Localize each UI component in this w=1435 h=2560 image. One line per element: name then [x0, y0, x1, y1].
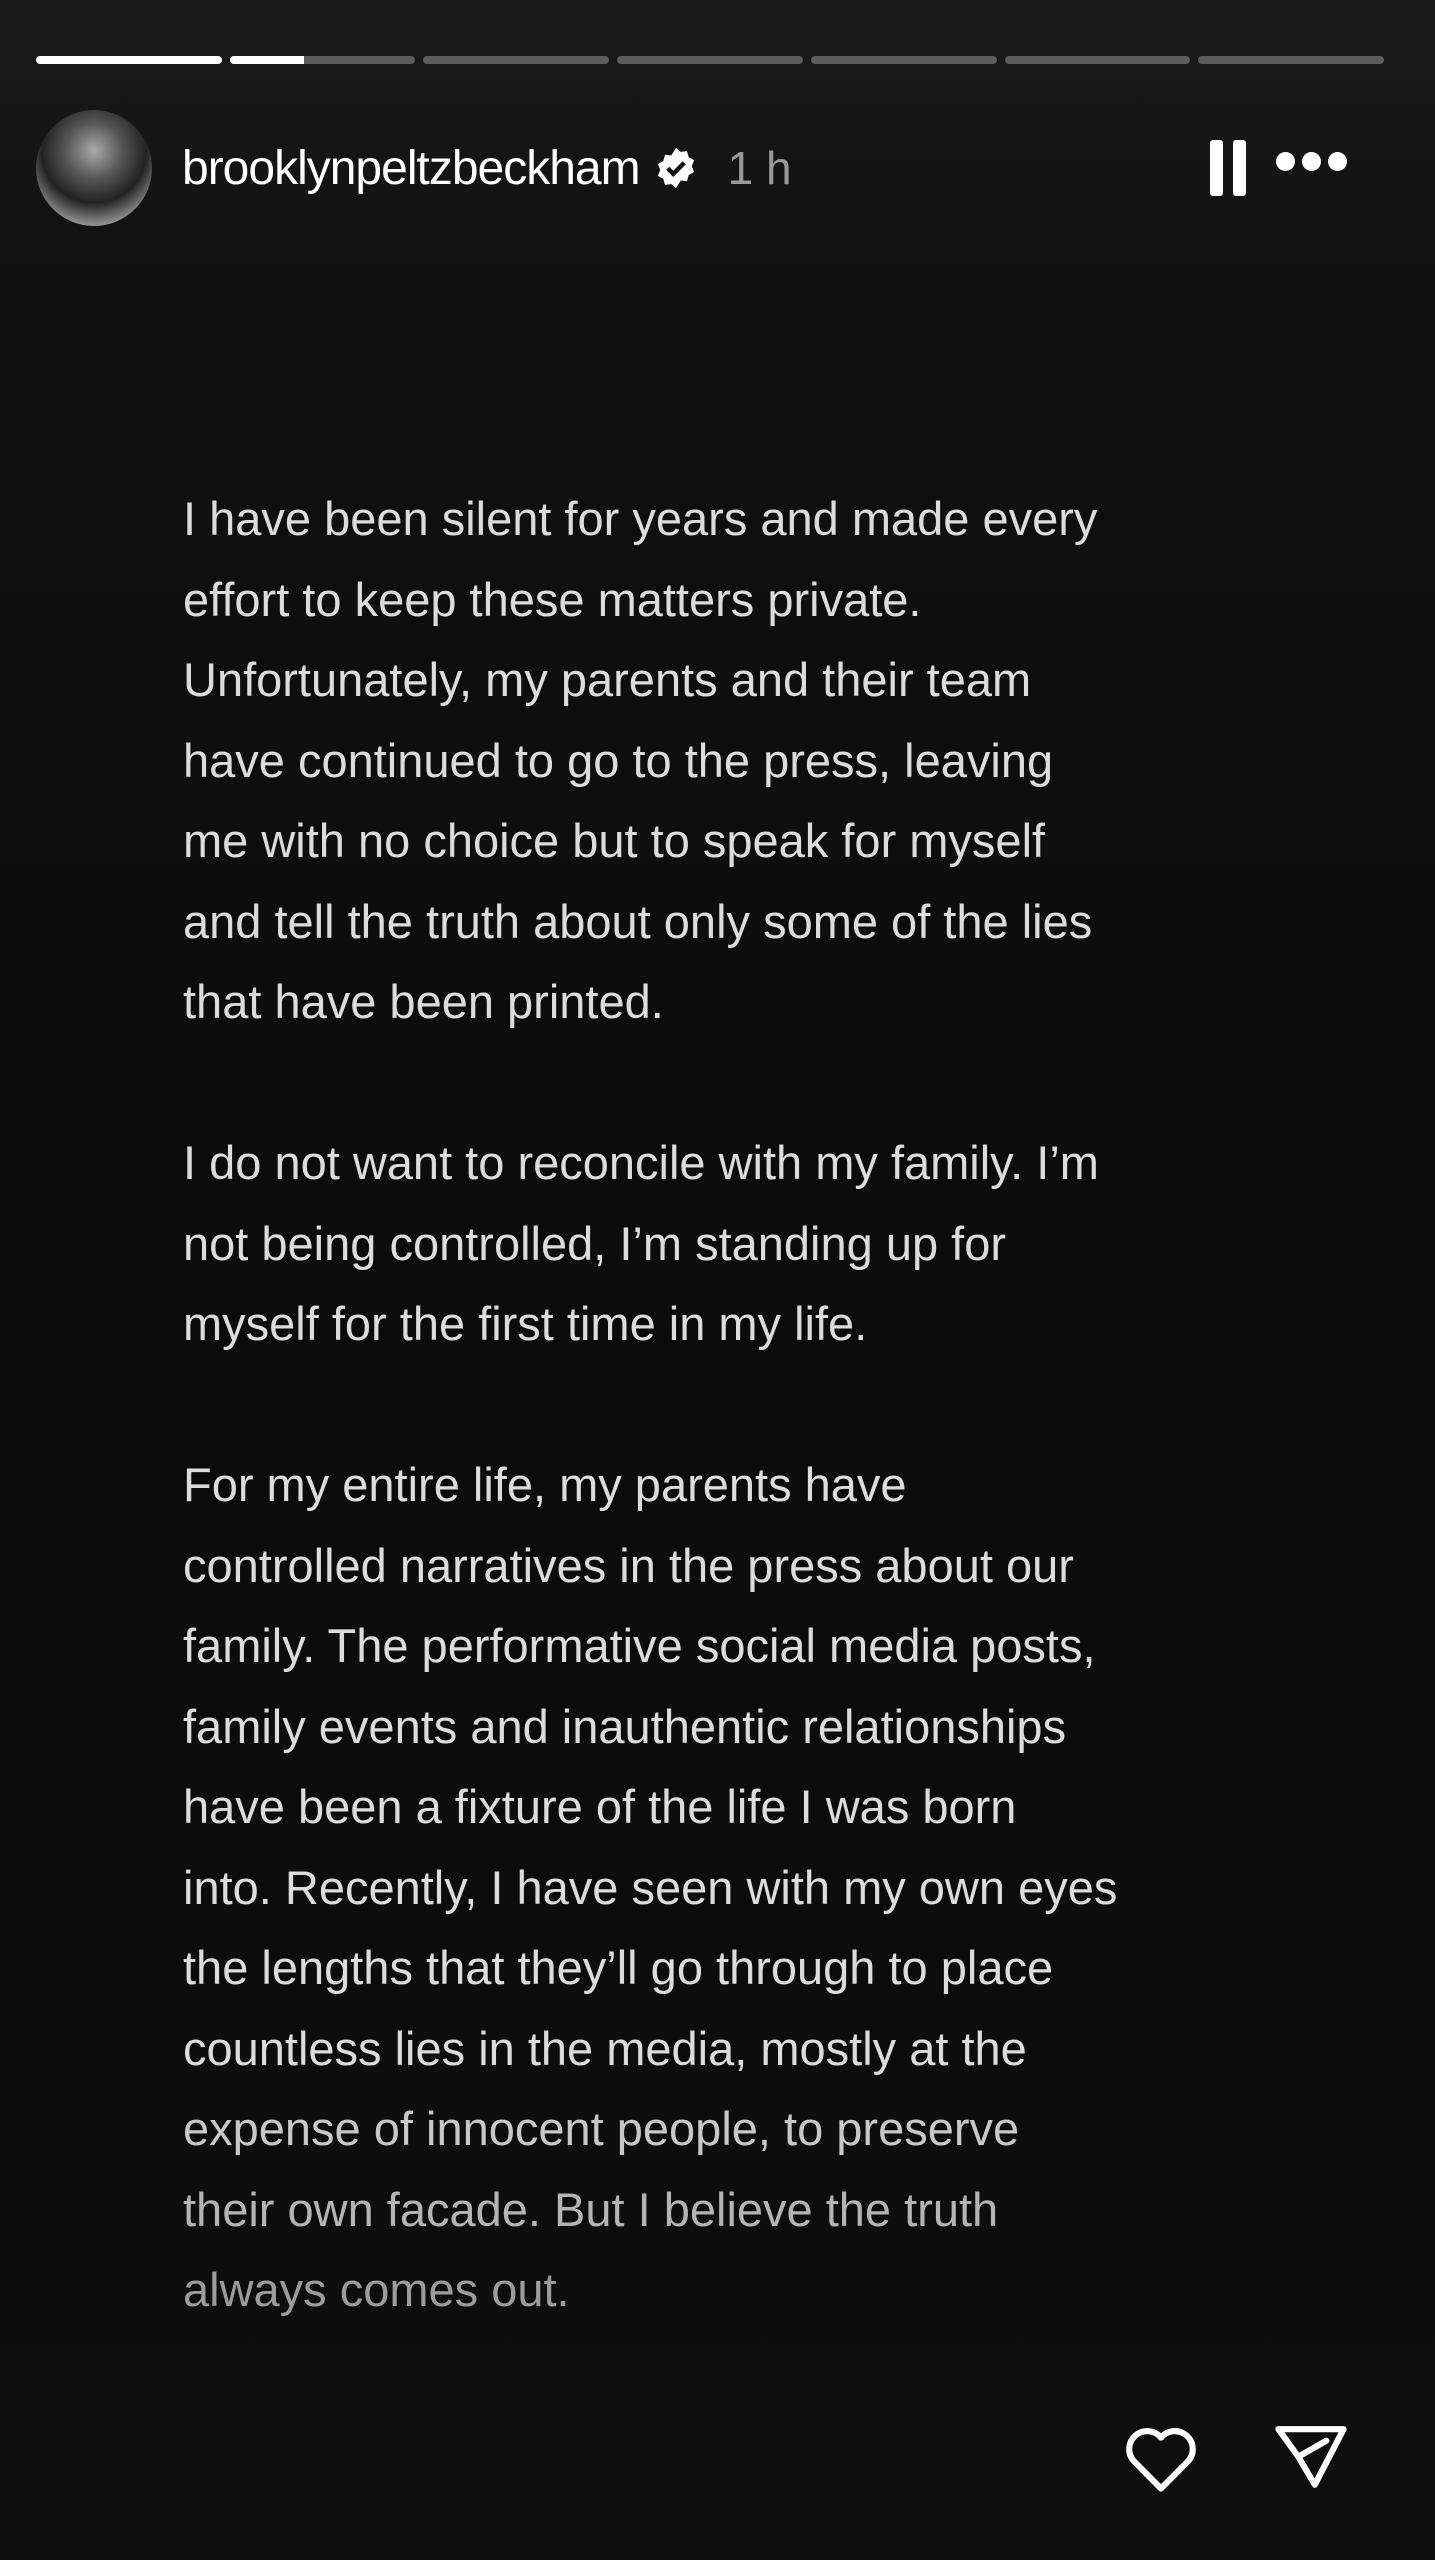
text-line: family events and inauthentic relationships: [183, 1699, 1067, 1753]
text-line: and tell the truth about only some of the lies: [183, 894, 1093, 948]
more-icon: [1302, 152, 1321, 171]
text-line: have continued to go to the press, leaving: [183, 733, 1054, 787]
text-line: that have been printed.: [183, 975, 664, 1028]
pause-icon: [1210, 140, 1223, 196]
text-line: effort to keep these matters private.: [183, 572, 922, 626]
text-line: expense of innocent people, to preserve: [183, 2102, 1020, 2155]
text-line: their own facade. But I believe the truth: [183, 2182, 999, 2236]
text-line: into. Recently, I have seen with my own eyes: [183, 1860, 1118, 1914]
text-line: not being controlled, I’m standing up for: [183, 1216, 1007, 1270]
heart-icon[interactable]: [1115, 2410, 1207, 2502]
paragraph: [183, 479, 1117, 1043]
username[interactable]: brooklynpeltzbeckham: [182, 141, 640, 195]
progress-segment: [1198, 56, 1384, 64]
progress-segment: [230, 56, 416, 64]
progress-fill: [36, 56, 222, 64]
more-icon: [1276, 152, 1295, 171]
progress-fill: [230, 56, 304, 64]
send-icon[interactable]: [1265, 2410, 1357, 2502]
progress-segment: [811, 56, 997, 64]
avatar[interactable]: [36, 110, 152, 226]
text-line: Unfortunately, my parents and their team: [183, 653, 1032, 706]
verified-badge-icon: [654, 146, 698, 190]
text-line: For my entire life, my parents have: [183, 1458, 907, 1511]
progress-segment: [423, 56, 609, 64]
more-icon: [1328, 152, 1347, 171]
paragraph: [183, 1123, 1117, 1365]
more-options-button[interactable]: [1276, 152, 1347, 171]
text-line: myself for the first time in my life.: [183, 1297, 868, 1350]
text-line: I have been silent for years and made every: [183, 492, 1098, 545]
text-line: family. The performative social media posts,: [183, 1619, 1096, 1672]
text-line: always comes out.: [183, 2263, 570, 2316]
text-line: me with no choice but to speak for myself: [183, 814, 1046, 867]
text-line: I do not want to reconcile with my family. I’m: [183, 1136, 1099, 1189]
progress-segment: [1005, 56, 1191, 64]
story-text: [183, 479, 1117, 2331]
text-line: the lengths that they’ll go through to place: [183, 1941, 1054, 1994]
progress-segment: [36, 56, 222, 64]
progress-segment: [617, 56, 803, 64]
pause-icon: [1233, 140, 1246, 196]
text-line: countless lies in the media, mostly at the: [183, 2021, 1027, 2075]
pause-button[interactable]: [1210, 140, 1250, 196]
text-line: have been a fixture of the life I was born: [183, 1780, 1017, 1833]
text-line: controlled narratives in the press about our: [183, 1538, 1074, 1592]
story-progress-bar: [36, 56, 1384, 64]
story-header: [36, 108, 1395, 228]
paragraph: [183, 1445, 1117, 2331]
post-time: 1 h: [727, 142, 792, 194]
